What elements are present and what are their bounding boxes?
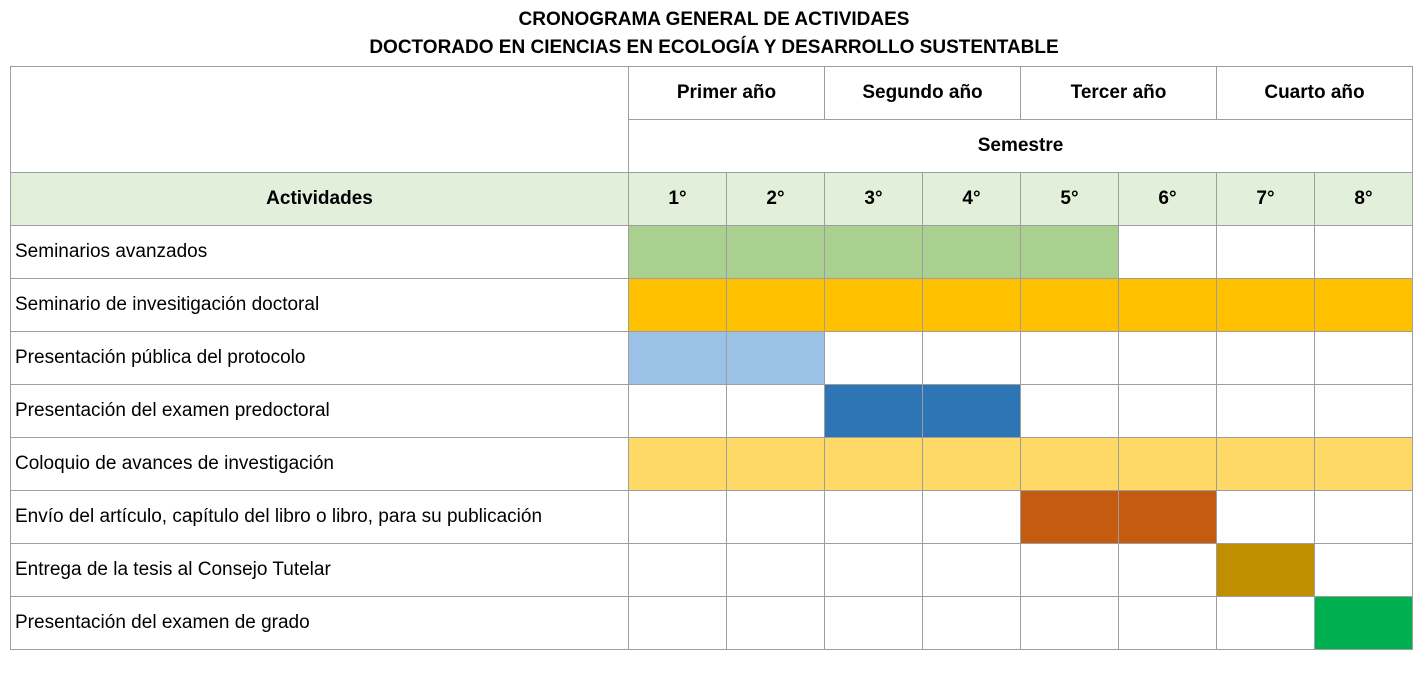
schedule-cell-empty — [727, 385, 825, 438]
schedule-cell-active — [1217, 438, 1315, 491]
activity-name: Envío del artículo, capítulo del libro o libro, para su publicación — [11, 491, 629, 544]
activity-name: Presentación del examen predoctoral — [11, 385, 629, 438]
title-line-1: CRONOGRAMA GENERAL DE ACTIVIDAES — [518, 9, 910, 30]
semestre-header: Semestre — [629, 120, 1413, 173]
schedule-cell-active — [825, 385, 923, 438]
schedule-cell-active — [1021, 279, 1119, 332]
year-header-4: Cuarto año — [1217, 67, 1413, 120]
year-header-2: Segundo año — [825, 67, 1021, 120]
schedule-cell-empty — [923, 544, 1021, 597]
schedule-cell-empty — [1315, 226, 1413, 279]
schedule-cell-empty — [1021, 544, 1119, 597]
schedule-cell-active — [1315, 438, 1413, 491]
semester-header: 7° — [1217, 173, 1315, 226]
activity-name: Seminario de invesitigación doctoral — [11, 279, 629, 332]
schedule-cell-empty — [1315, 385, 1413, 438]
schedule-cell-active — [1119, 438, 1217, 491]
schedule-cell-empty — [825, 597, 923, 650]
schedule-cell-empty — [629, 544, 727, 597]
schedule-cell-empty — [825, 332, 923, 385]
schedule-cell-empty — [1217, 385, 1315, 438]
schedule-cell-empty — [727, 491, 825, 544]
activity-name: Entrega de la tesis al Consejo Tutelar — [11, 544, 629, 597]
years-header-row — [11, 67, 1413, 120]
schedule-cell-empty — [1217, 491, 1315, 544]
schedule-cell-active — [727, 332, 825, 385]
schedule-table — [10, 66, 1413, 650]
schedule-cell-empty — [1315, 491, 1413, 544]
schedule-cell-empty — [1217, 226, 1315, 279]
schedule-cell-empty — [825, 491, 923, 544]
semester-header-row — [11, 173, 1413, 226]
schedule-cell-empty — [1021, 332, 1119, 385]
schedule-cell-active — [1021, 226, 1119, 279]
activity-row — [11, 438, 1413, 491]
schedule-cell-empty — [1119, 597, 1217, 650]
schedule-cell-active — [727, 279, 825, 332]
schedule-cell-active — [727, 226, 825, 279]
activity-row — [11, 597, 1413, 650]
title-line-2: DOCTORADO EN CIENCIAS EN ECOLOGÍA Y DESARROLLO SUSTENTABLE — [369, 37, 1059, 58]
schedule-cell-empty — [629, 385, 727, 438]
activity-name: Seminarios avanzados — [11, 226, 629, 279]
schedule-cell-empty — [1119, 385, 1217, 438]
schedule-cell-empty — [1315, 544, 1413, 597]
semester-header: 3° — [825, 173, 923, 226]
schedule-cell-active — [629, 332, 727, 385]
schedule-cell-empty — [1021, 597, 1119, 650]
schedule-cell-empty — [1119, 332, 1217, 385]
schedule-cell-empty — [923, 491, 1021, 544]
schedule-cell-active — [825, 438, 923, 491]
activity-row — [11, 544, 1413, 597]
corner-cell — [11, 67, 629, 173]
schedule-cell-active — [1217, 279, 1315, 332]
schedule-cell-active — [1021, 438, 1119, 491]
schedule-cell-empty — [1119, 226, 1217, 279]
semester-header: 2° — [727, 173, 825, 226]
activities-header: Actividades — [11, 173, 629, 226]
schedule-cell-empty — [923, 332, 1021, 385]
schedule-cell-empty — [923, 597, 1021, 650]
schedule-cell-active — [629, 279, 727, 332]
activity-name: Presentación pública del protocolo — [11, 332, 629, 385]
schedule-cell-active — [1119, 279, 1217, 332]
schedule-cell-active — [1315, 597, 1413, 650]
year-header-1: Primer año — [629, 67, 825, 120]
schedule-cell-active — [1315, 279, 1413, 332]
schedule-cell-active — [629, 226, 727, 279]
schedule-cell-active — [629, 438, 727, 491]
activity-row — [11, 385, 1413, 438]
activity-name: Coloquio de avances de investigación — [11, 438, 629, 491]
semester-header: 5° — [1021, 173, 1119, 226]
activity-row — [11, 332, 1413, 385]
semester-header: 1° — [629, 173, 727, 226]
semester-header: 8° — [1315, 173, 1413, 226]
schedule-cell-active — [825, 226, 923, 279]
schedule-cell-empty — [1217, 332, 1315, 385]
activity-row — [11, 279, 1413, 332]
schedule-cell-empty — [1021, 385, 1119, 438]
schedule-cell-empty — [1119, 544, 1217, 597]
schedule-cell-empty — [629, 491, 727, 544]
activity-row — [11, 226, 1413, 279]
schedule-cell-active — [923, 279, 1021, 332]
schedule-cell-active — [1217, 544, 1315, 597]
schedule-cell-active — [825, 279, 923, 332]
schedule-cell-empty — [1315, 332, 1413, 385]
schedule-cell-active — [923, 385, 1021, 438]
year-header-3: Tercer año — [1021, 67, 1217, 120]
activity-row — [11, 491, 1413, 544]
schedule-cell-active — [727, 438, 825, 491]
semester-header: 6° — [1119, 173, 1217, 226]
schedule-cell-active — [923, 438, 1021, 491]
schedule-cell-active — [1119, 491, 1217, 544]
schedule-cell-empty — [825, 544, 923, 597]
activity-name: Presentación del examen de grado — [11, 597, 629, 650]
page-header — [0, 0, 1428, 62]
schedule-cell-empty — [629, 597, 727, 650]
schedule-cell-active — [923, 226, 1021, 279]
schedule-cell-empty — [727, 544, 825, 597]
semester-header: 4° — [923, 173, 1021, 226]
schedule-cell-active — [1021, 491, 1119, 544]
schedule-cell-empty — [727, 597, 825, 650]
schedule-cell-empty — [1217, 597, 1315, 650]
